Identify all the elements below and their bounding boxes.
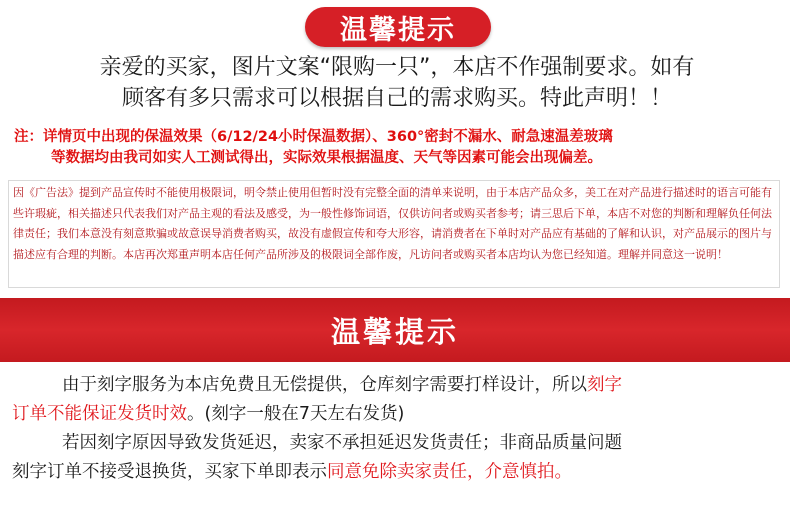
engrave-line-3: 若因刻字原因导致发货延迟，卖家不承担延迟发货责任；非商品质量问题 [62,433,622,453]
notice-banner [0,298,790,362]
test-data-note [14,127,780,169]
engrave-line-1 [12,371,782,400]
note-line-1: 注：详情页中出现的保温效果（6/12/24小时保温数据）、360°密封不漏水、耐急速温差玻璃 [14,129,613,145]
intro-line-1: 亲爱的买家，图片文案“限购一只”，本店不作强制要求。如有 [99,55,695,80]
top-title-pill: 温馨提示 [305,7,491,47]
legal-text: 因《广告法》提到产品宣传时不能使用极限词，明令禁止使用但暂时没有完整全面的清单来说明，由于本店产品众多，美工在对产品进行描述时的语言可能有些许瑕疵，相关描述只代表我们对产品主观的看法及感受，为一般性修饰词语，仅供访问者或购买者参考；请三思后下单，本店不对您的判断和理解负任何法律责任；我们本意没有刻意欺骗或故意误导消费者购买，故没有虚假宣传和夸大形容，请消费者在下单时对产品应有基础的了解和认识，对产品展示的图片与描述应有合理的判断。本店再次郑重声明本店任何产品所涉及的极限词全部作废，凡访问者或购买者本店均认为您已经知道。理解并同意这一说明！ [13,186,772,261]
engrave-line-1-text: 由于刻字服务为本店免费且无偿提供，仓库刻字需要打样设计，所以 [62,375,587,395]
banner-title: 温馨提示 [330,314,459,349]
legal-disclaimer [8,180,780,288]
intro-line-2: 顾客有多只需求可以根据自己的需求购买。特此声明！！ [121,86,672,111]
engrave-line-2-text: 。(刻字一般在7天左右发货) [187,404,405,424]
engrave-line-2-highlight: 订单不能保证发货时效 [12,404,187,424]
intro-paragraph [12,52,782,114]
note-line-2: 等数据均由我司如实人工测试得出，实际效果根据温度、天气等因素可能会出现偏差。 [51,150,602,166]
engraving-notice [12,371,782,487]
engrave-line-1-highlight: 刻字 [587,375,622,395]
engrave-line-2 [12,400,782,429]
engrave-line-4-text: 刻字订单不接受退换货，买家下单即表示 [12,462,327,482]
engrave-line-4 [12,458,782,487]
engrave-line-4-highlight: 同意免除卖家责任，介意慎拍。 [327,462,572,482]
